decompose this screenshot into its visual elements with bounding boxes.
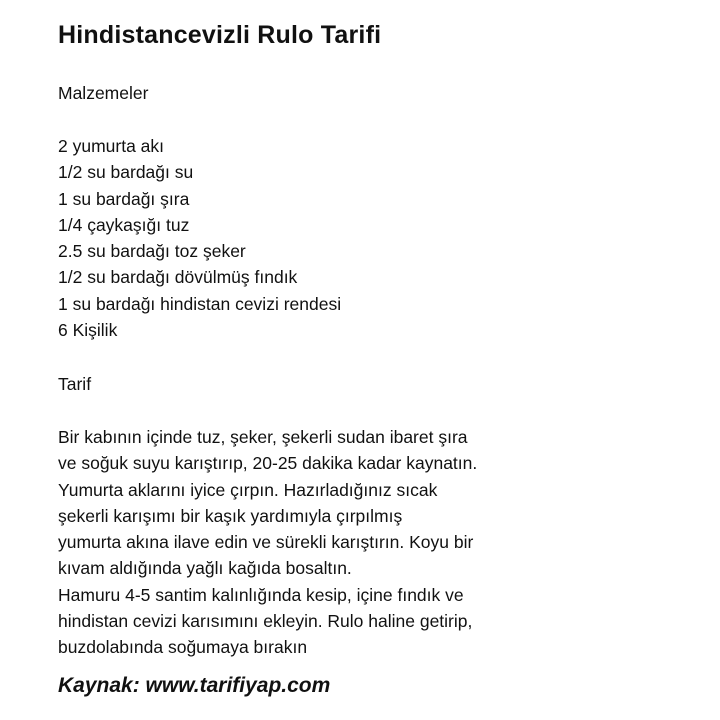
instruction-line: buzdolabında soğumaya bırakın [58,637,308,658]
instruction-line: kıvam aldığında yağlı kağıda bosaltın. [58,558,352,579]
page-title: Hindistancevizli Rulo Tarifi [58,21,382,49]
ingredient-item: 1 su bardağı şıra [58,188,190,209]
instruction-line: Hamuru 4-5 santim kalınlığında kesip, içine fındık ve [58,584,464,605]
recipe-heading: Tarif [58,374,92,394]
instructions-paragraph [58,424,477,661]
ingredient-item: 1/4 çaykaşığı tuz [58,214,190,235]
instruction-line: ve soğuk suyu karıştırıp, 20-25 dakika kadar kaynatın. [58,453,478,474]
instruction-line: şekerli karışımı bir kaşık yardımıyla çırpılmış [58,505,403,526]
source-credit: Kaynak: www.tarifiyap.com [58,674,331,697]
ingredient-item: 1 su bardağı hindistan cevizi rendesi [58,293,342,314]
ingredients-heading: Malzemeler [58,83,149,103]
instruction-line: yumurta akına ilave edin ve sürekli karıştırın. Koyu bir [58,532,474,553]
instruction-line: Bir kabının içinde tuz, şeker, şekerli sudan ibaret şıra [58,427,468,447]
servings-item: 6 Kişilik [58,320,118,341]
ingredients-list [58,133,341,343]
ingredient-item: 2 yumurta akı [58,136,165,156]
instruction-line: hindistan cevizi karısımını ekleyin. Rulo haline getirip, [58,611,473,632]
instruction-line: Yumurta aklarını iyice çırpın. Hazırladığınız sıcak [58,479,438,500]
ingredient-item: 2.5 su bardağı toz şeker [58,241,246,262]
ingredient-item: 1/2 su bardağı su [58,162,194,183]
ingredient-item: 1/2 su bardağı dövülmüş fındık [58,267,298,288]
